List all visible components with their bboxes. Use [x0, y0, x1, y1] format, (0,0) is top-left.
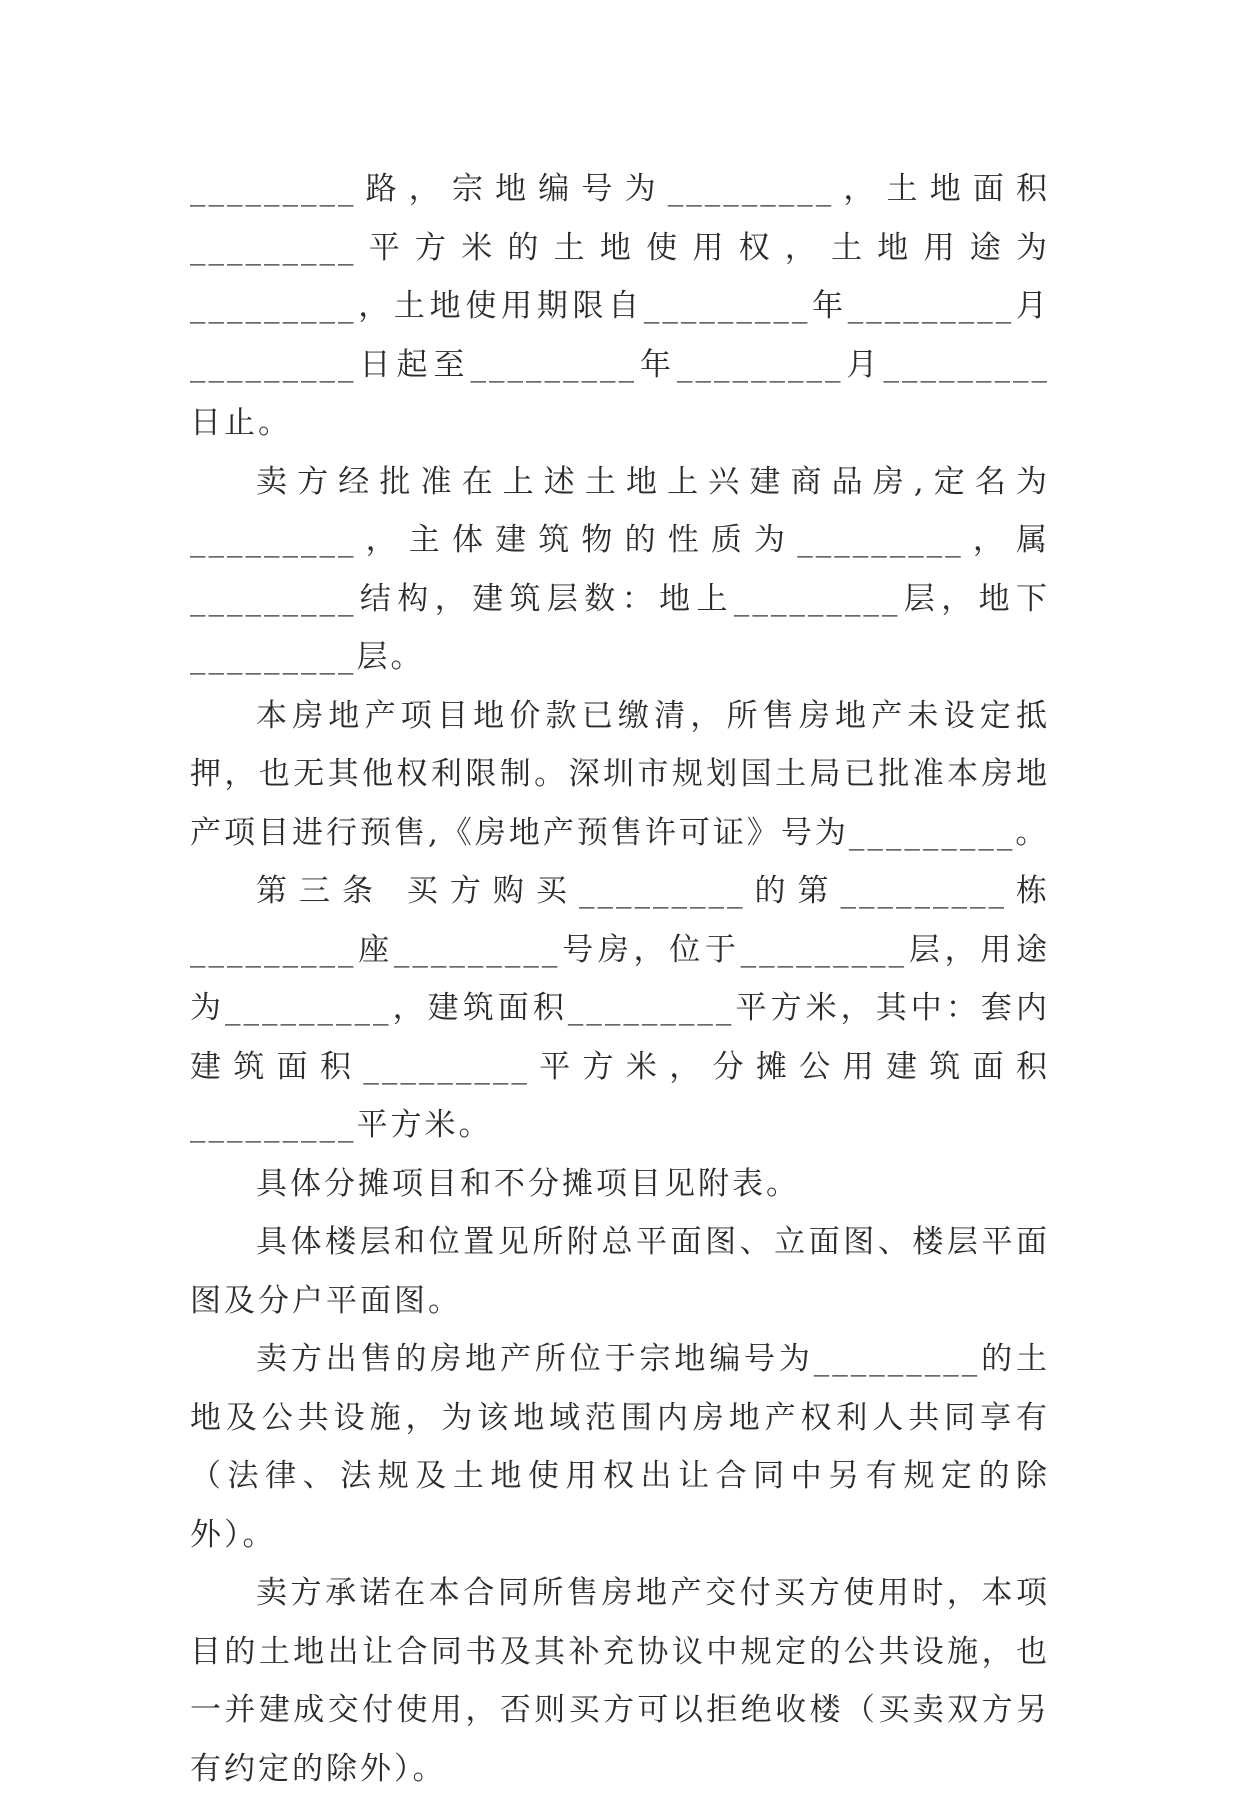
paragraph-building-info: 卖方经批准在上述土地上兴建商品房,定名为_________，主体建筑物的性质为_________，属_________结构，建筑层数：地上_________层，地下_________层。: [190, 463, 1050, 675]
paragraph-public-facilities: 卖方出售的房地产所位于宗地编号为_________的土地及公共设施，为该地域范围内房地产权利人共同享有（法律、法规及土地使用权出让合同中另有规定的除外）。: [190, 1341, 1050, 1553]
paragraph-land-use-right: _________路，宗地编号为_________，土地面积_________平方米的土地使用权，土地用途为_________，土地使用期限自_________年_________月_________日起至_________年_________月_________日止。: [190, 171, 1050, 441]
paragraph-seller-commitment: 卖方承诺在本合同所售房地产交付买方使用时，本项目的土地出让合同书及其补充协议中规定的公共设施，也一并建成交付使用，否则买方可以拒绝收楼（买卖双方另有约定的除外）。: [190, 1575, 1050, 1787]
paragraph-shared-items: 具体分摊项目和不分摊项目见附表。: [256, 1165, 800, 1202]
paragraph-floor-plans: 具体楼层和位置见所附总平面图、立面图、楼层平面图及分户平面图。: [190, 1224, 1050, 1319]
paragraph-article-three: 第三条 买方购买_________的第_________栋_________座_________号房，位于_________层，用途为_________，建筑面积_________平方米，其中：套内建筑面积_________平方米，分摊公用建筑面积_________平方米。: [190, 873, 1050, 1143]
paragraph-presale-permit: 本房地产项目地价款已缴清，所售房地产未设定抵押，也无其他权利限制。深圳市规划国土局已批准本房地产项目进行预售,《房地产预售许可证》号为_________。: [190, 697, 1050, 851]
contract-body: [190, 160, 1050, 1798]
